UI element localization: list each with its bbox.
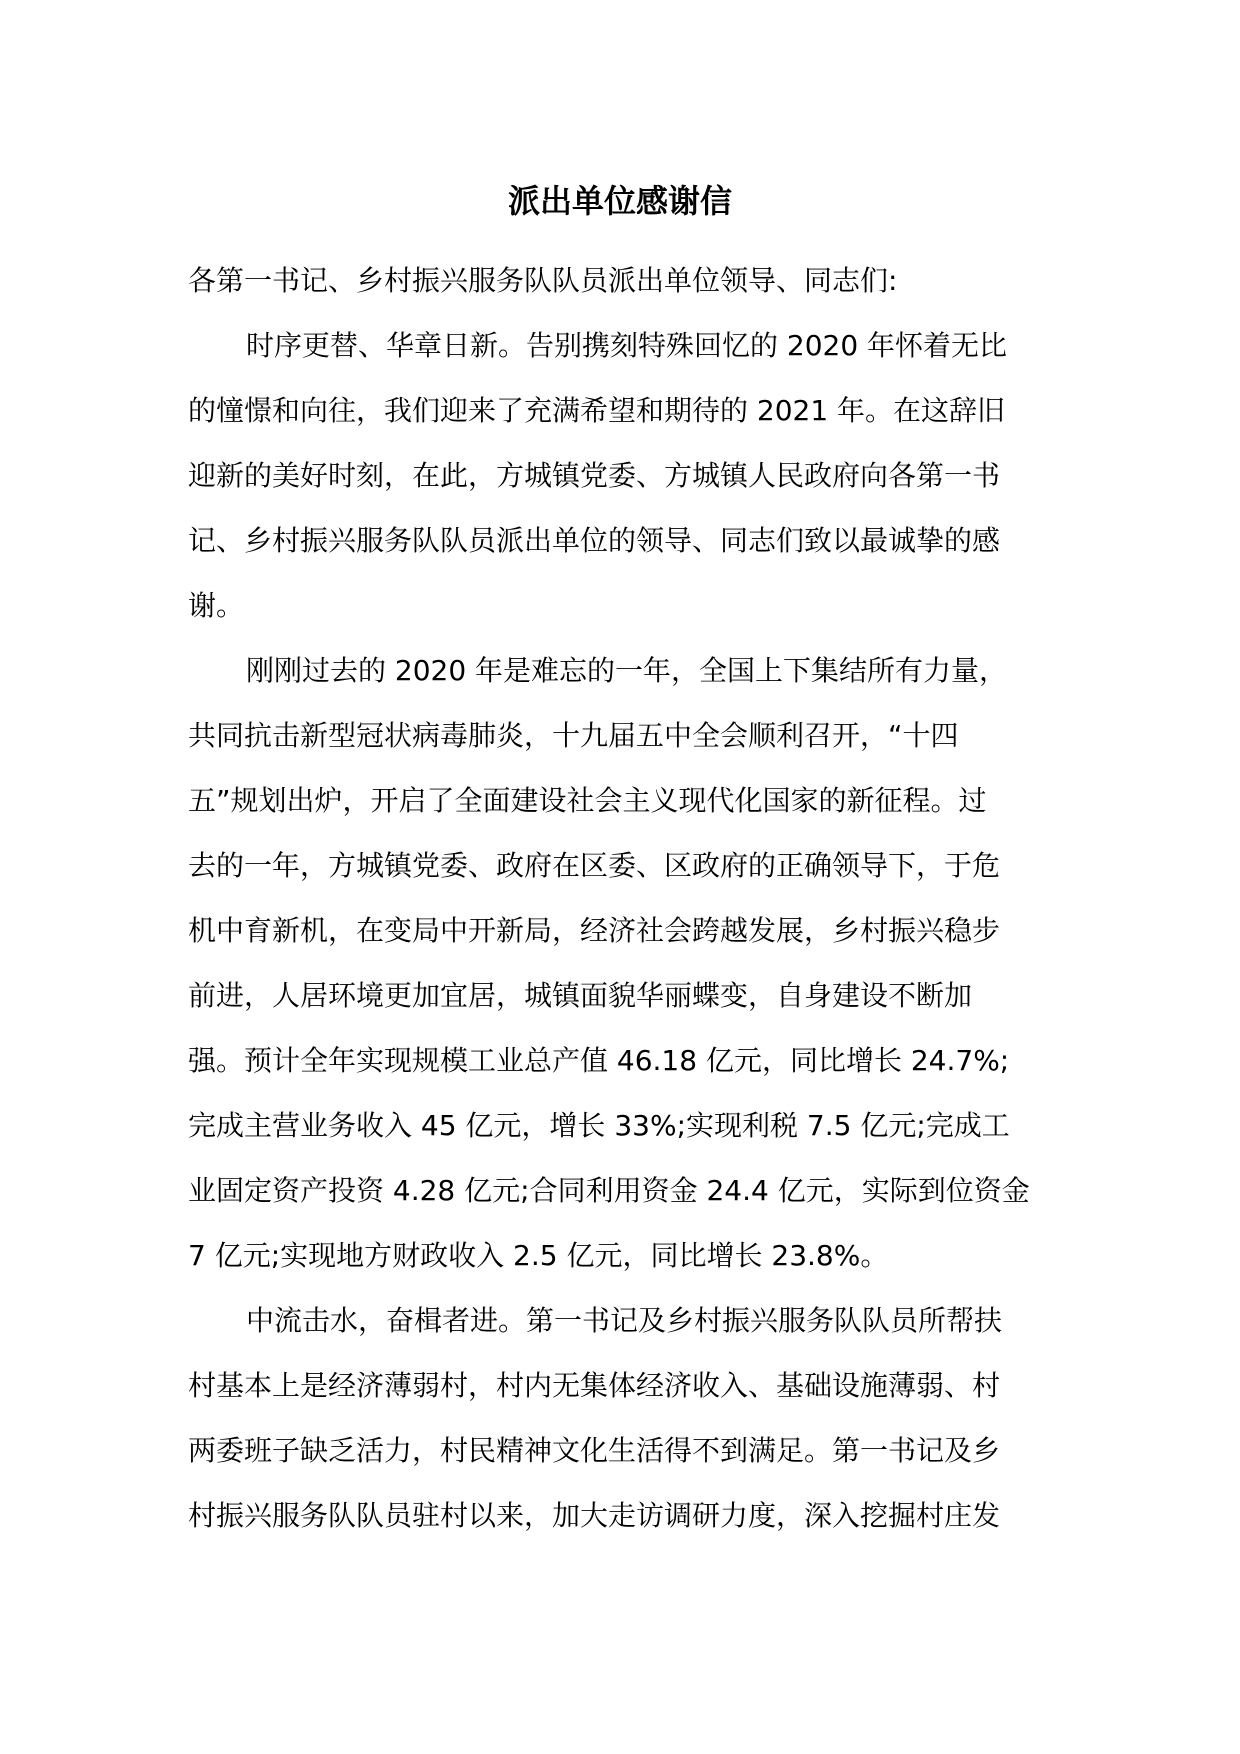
paragraph-line: 业固定资产投资 4.28 亿元;合同利用资金 24.4 亿元，实际到位资金 <box>188 1174 1030 1207</box>
paragraph-line: 前进，人居环境更加宜居，城镇面貌华丽蝶变，自身建设不断加 <box>188 979 973 1012</box>
paragraph-line: 强。预计全年实现规模工业总产值 46.18 亿元，同比增长 24.7%; <box>188 1044 1010 1077</box>
letter-title: 派出单位感谢信 <box>507 182 732 220</box>
paragraph-line: 完成主营业务收入 45 亿元，增长 33%;实现利税 7.5 亿元;完成工 <box>188 1109 1010 1142</box>
paragraph-line: 刚刚过去的 2020 年是难忘的一年，全国上下集结所有力量， <box>246 654 1008 687</box>
paragraph-line: 中流击水，奋楫者进。第一书记及乡村振兴服务队队员所帮扶 <box>246 1304 1003 1337</box>
paragraph-line: 迎新的美好时刻，在此，方城镇党委、方城镇人民政府向各第一书 <box>188 459 1001 492</box>
paragraph-line: 记、乡村振兴服务队队员派出单位的领导、同志们致以最诚挚的感 <box>188 524 1001 557</box>
paragraph-line: 时序更替、华章日新。告别携刻特殊回忆的 2020 年怀着无比 <box>246 329 1008 362</box>
paragraph-line: 共同抗击新型冠状病毒肺炎，十九届五中全会顺利召开，“十四 <box>188 719 959 752</box>
paragraph-2 <box>188 638 1058 1288</box>
paragraph-line: 村基本上是经济薄弱村，村内无集体经济收入、基础设施薄弱、村 <box>188 1369 1001 1402</box>
paragraph-line: 村振兴服务队队员驻村以来，加大走访调研力度，深入挖掘村庄发 <box>188 1499 1001 1532</box>
paragraph-line: 去的一年，方城镇党委、政府在区委、区政府的正确领导下，于危 <box>188 849 1001 882</box>
paragraph-line: 的憧憬和向往，我们迎来了充满希望和期待的 2021 年。在这辞旧 <box>188 394 1006 427</box>
paragraph-3 <box>188 1288 1058 1548</box>
paragraph-1 <box>188 313 1058 638</box>
paragraph-line: 机中育新机，在变局中开新局，经济社会跨越发展，乡村振兴稳步 <box>188 914 1001 947</box>
paragraph-line: 五”规划出炉，开启了全面建设社会主义现代化国家的新征程。过 <box>188 784 987 817</box>
paragraph-line: 谢。 <box>188 589 245 622</box>
letter-body <box>188 248 1058 1548</box>
paragraph-line: 7 亿元;实现地方财政收入 2.5 亿元，同比增长 23.8%。 <box>188 1239 889 1272</box>
salutation: 各第一书记、乡村振兴服务队队员派出单位领导、同志们: <box>188 264 898 297</box>
paragraph-line: 两委班子缺乏活力，村民精神文化生活得不到满足。第一书记及乡 <box>188 1434 1001 1467</box>
